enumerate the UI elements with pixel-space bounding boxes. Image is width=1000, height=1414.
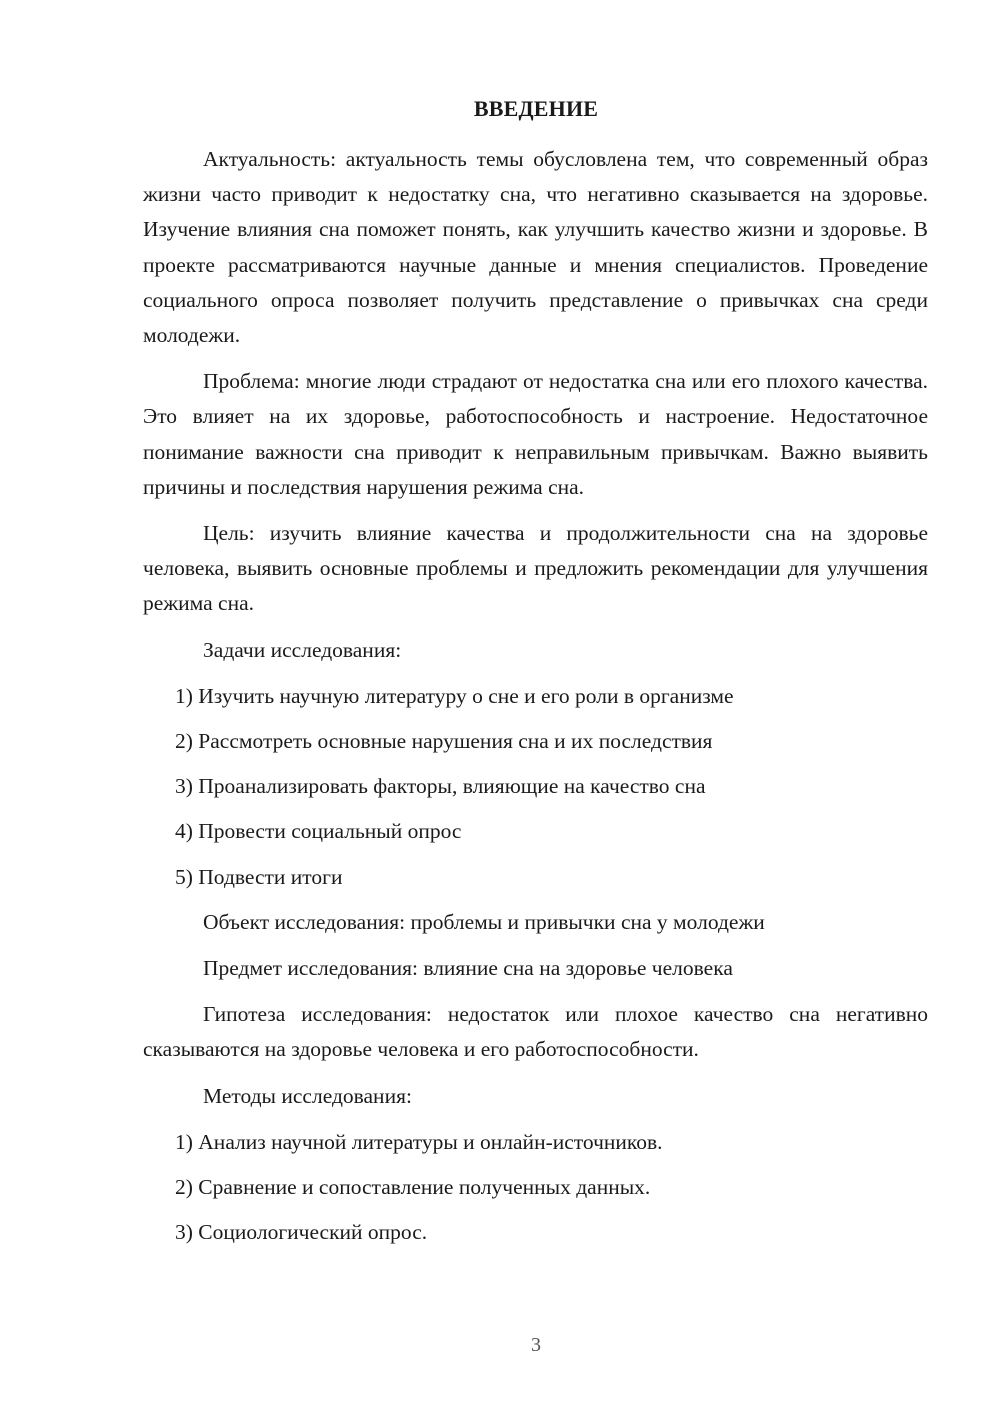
methods-heading: Методы исследования: xyxy=(203,1083,412,1108)
methods-list xyxy=(143,1125,928,1251)
list-item: 1) Изучить научную литературу о сне и его роли в организме xyxy=(175,683,734,708)
list-item: 3) Проанализировать факторы, влияющие на качество сна xyxy=(175,774,706,799)
list-item: 2) Сравнение и сопоставление полученных данных. xyxy=(175,1175,651,1200)
tasks-heading: Задачи исследования: xyxy=(203,637,402,662)
list-item: 4) Провести социальный опрос xyxy=(175,819,462,844)
list-item: 5) Подвести итоги xyxy=(175,864,343,889)
list-item: 3) Социологический опрос. xyxy=(175,1220,428,1245)
tasks-list xyxy=(143,679,928,895)
page-title: ВВЕДЕНИЕ xyxy=(473,96,599,121)
subject-paragraph: Предмет исследования: влияние сна на здоровье человека xyxy=(203,956,733,981)
document-body xyxy=(143,142,928,1260)
page-number: 3 xyxy=(531,1334,541,1356)
relevance-paragraph: Актуальность: актуальность темы обусловлена тем, что современный образ жизни часто приводит к недостатку сна, что негативно сказывается на здоровье. Изучение влияния сна поможет понять, как улучшить качество жизни и здоровье. В проекте рассматриваются научные данные и мнения специалистов. Проведение социального опроса позволяет получить представление о привычках сна среди молодежи. xyxy=(143,147,928,348)
hypothesis-paragraph: Гипотеза исследования: недостаток или плохое качество сна негативно сказываются на здоровье человека и его работоспособности. xyxy=(143,1002,928,1062)
list-item: 2) Рассмотреть основные нарушения сна и их последствия xyxy=(175,729,713,754)
list-item: 1) Анализ научной литературы и онлайн-источников. xyxy=(175,1129,663,1154)
problem-paragraph: Проблема: многие люди страдают от недостатка сна или его плохого качества. Это влияет на их здоровье, работоспособность и настроение. Недостаточное понимание важности сна приводит к неправильным привычкам. Важно выявить причины и последствия нарушения режима сна. xyxy=(143,369,928,499)
goal-paragraph: Цель: изучить влияние качества и продолжительности сна на здоровье человека, выявить основные проблемы и предложить рекомендации для улучшения режима сна. xyxy=(143,521,928,616)
object-paragraph: Объект исследования: проблемы и привычки сна у молодежи xyxy=(203,909,765,934)
